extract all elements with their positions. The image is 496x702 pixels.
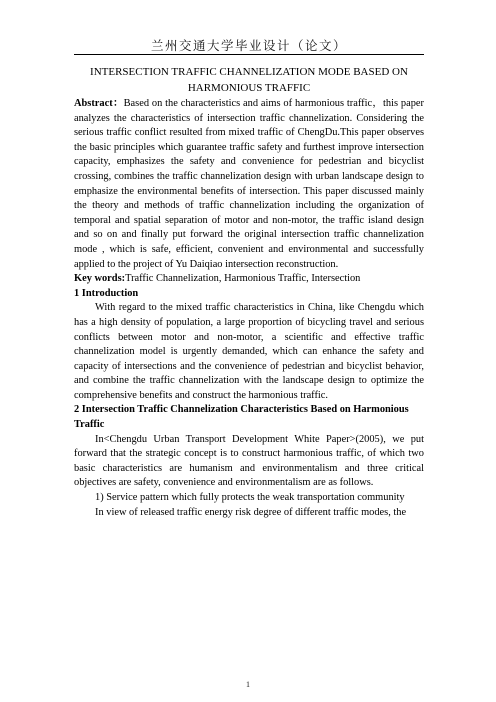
section-1-heading: 1 Introduction: [74, 287, 139, 299]
page-number: 1: [246, 680, 250, 689]
abstract-text: Based on the characteristics and aims of harmonious traffic，this paper analyzes the characteristics of intersection traffic channelization. Considering the serious traffic conflict resulted from mixed traffic of ChengDu.This paper observes the basic principles which guarantee traffic safety and furthest improve intersection capacity, emphasizes the safety and convenience for pedestrian and bicyclist crossing, combines the traffic channelization design with urban landscape design to emphasize the environmental benefits of intersection. This paper discussed mainly the theory and methods of traffic channelization including the organization of temporal and spatial separation of motor and non-motor, the traffic island design and so on and finally put forward the original intersection traffic channelization mode , which is safe, efficient, convenient and environmental and successfully applied to the project of Yu Daiqiao intersection reconstruction.: [74, 98, 424, 270]
abstract-paragraph: [74, 97, 424, 272]
header-rule: [74, 54, 424, 55]
section-1-paragraph: With regard to the mixed traffic characteristics in China, like Chengdu which has a high density of population, a large proportion of bicycling travel and serious conflicts between motor and non-motor, a scientific and effective traffic channelization model is urgently demanded, which can enhance the safety and capacity of intersections and the convenience of pedestrian and bicyclist behavior, and combine the traffic channelization with the landscape design to optimize the comprehensive benefits and construct the harmonious traffic.: [74, 302, 424, 401]
page-content: [74, 64, 424, 520]
keywords-label: Key words:: [74, 273, 126, 285]
section-2-heading: 2 Intersection Traffic Channelization Characteristics Based on Harmonious Traffic: [74, 404, 409, 431]
keywords-paragraph: [74, 272, 424, 287]
section-2-paragraph: In<Chengdu Urban Transport Development White Paper>(2005), we put forward that the strategic concept is to construct harmonious traffic, of which two basic characteristics are humanism and environmentalism and three critical objectives are safety, convenience and environmentalism are as follows.: [74, 433, 424, 489]
keywords-text: Traffic Channelization, Harmonious Traffic, Intersection: [125, 273, 361, 285]
abstract-label: Abstract：: [74, 98, 124, 109]
list-item-1-text: In view of released traffic energy risk degree of different traffic modes, the: [95, 506, 407, 518]
list-item-1: 1) Service pattern which fully protects the weak transportation community: [95, 492, 405, 504]
paper-title: INTERSECTION TRAFFIC CHANNELIZATION MODE BASED ON HARMONIOUS TRAFFIC: [90, 66, 408, 94]
running-header: 兰州交通大学毕业设计（论文）: [150, 38, 347, 53]
